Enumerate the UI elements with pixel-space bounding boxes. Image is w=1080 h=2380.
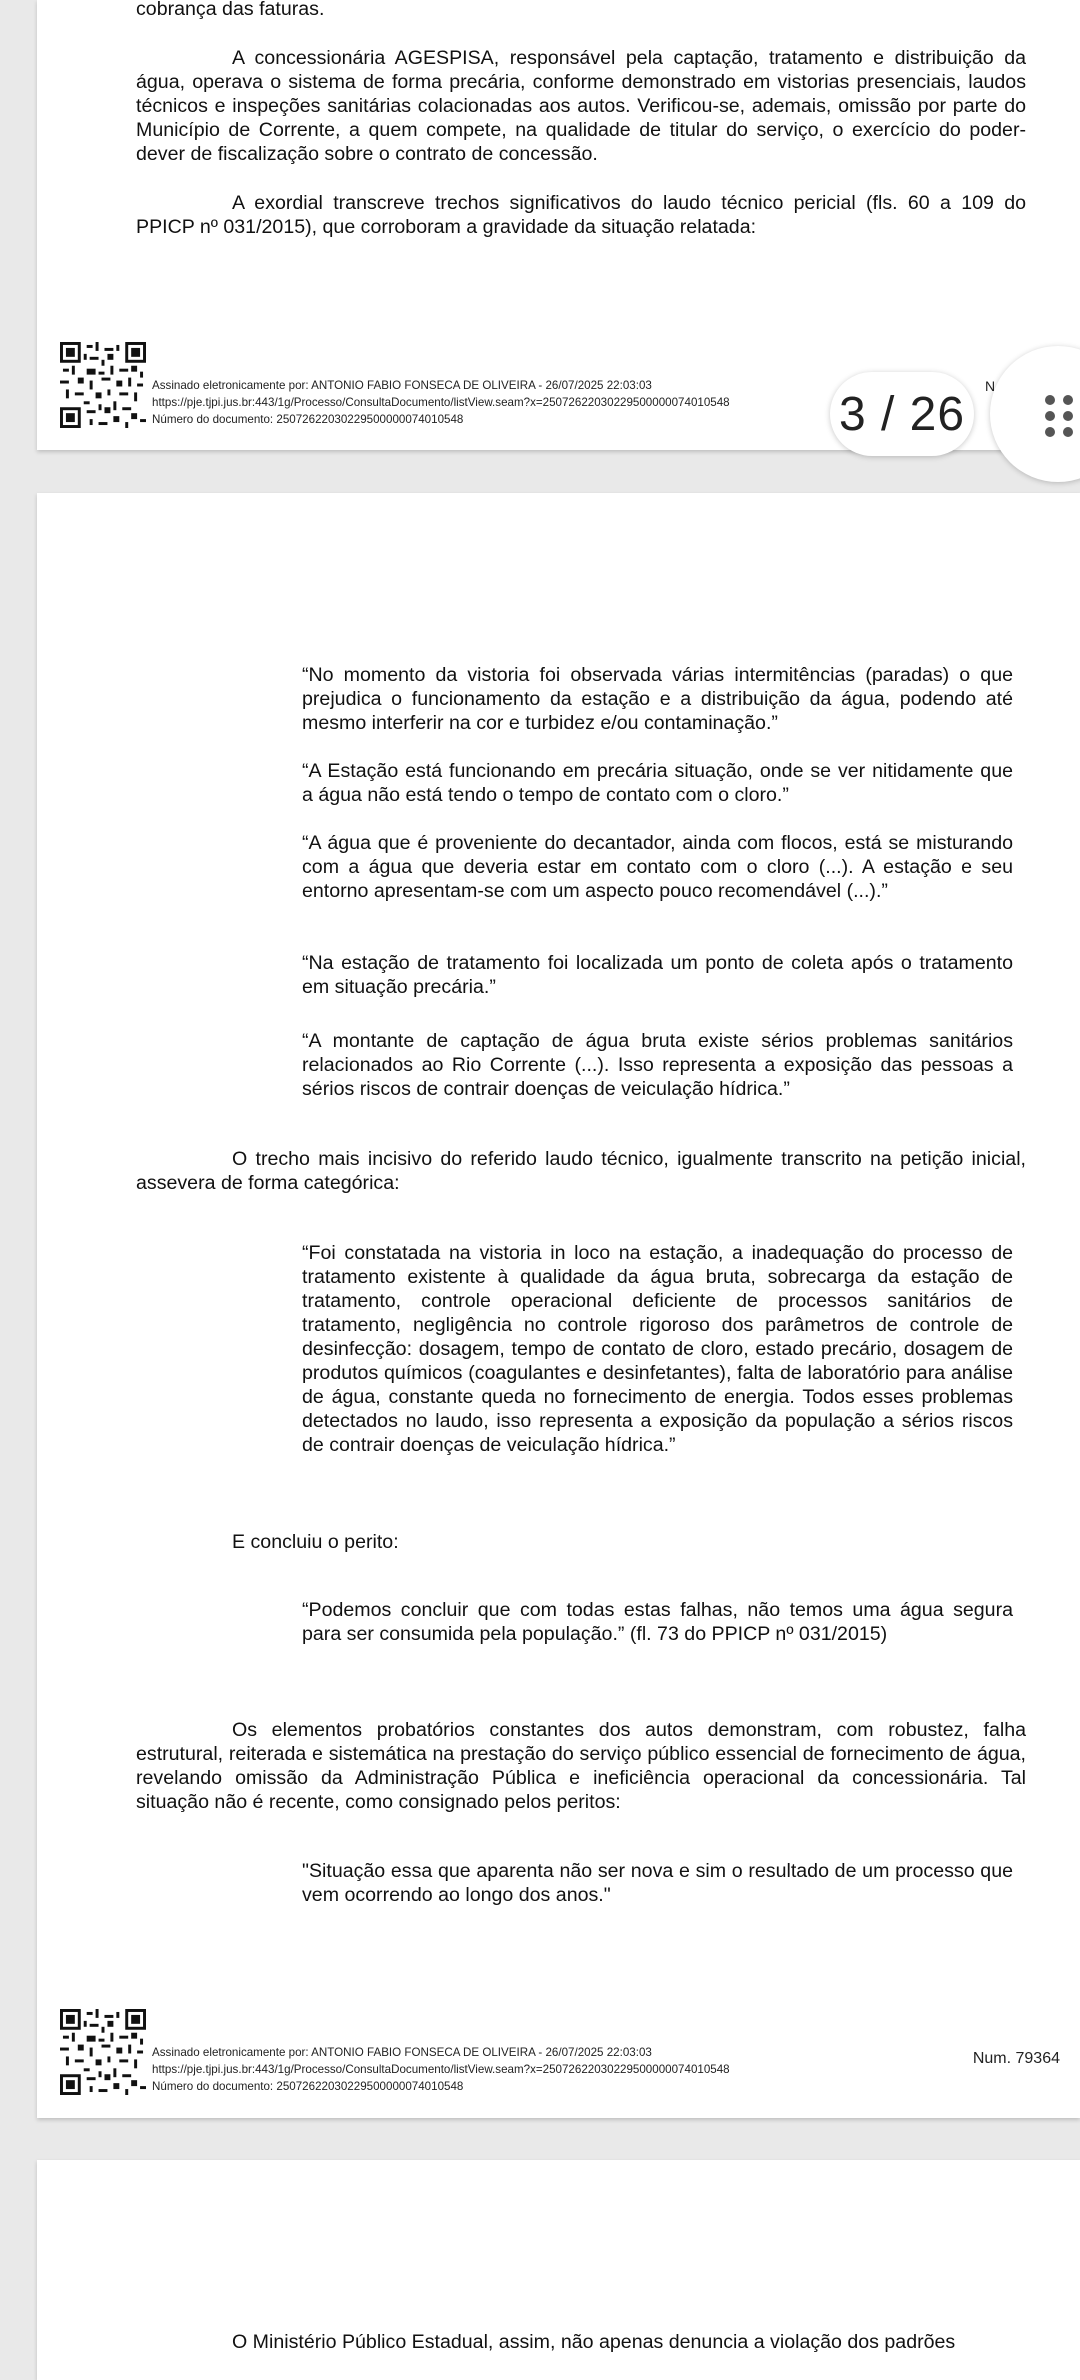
quote-3: “A água que é proveniente do decantador, ainda com flocos, está se misturando com a água que deveria estar em contato com o cloro (...). A estação e seu entorno apresentam-se com um aspecto pouco recomendável (...).” (302, 832, 1013, 902)
qr-code (60, 342, 146, 428)
signature-text (152, 2044, 730, 2095)
quote-1: “No momento da vistoria foi observada várias intermitências (paradas) o que prejudica o funcionamento da estação e a distribuição da água, podendo até mesmo interferir na cor e turbidez e/ou contaminação.” (302, 664, 1013, 734)
paragraph-top: cobrança das faturas. (136, 0, 325, 20)
quote-5: “A montante de captação de água bruta existe sérios problemas sanitários relacionados ao Rio Corrente (...). Isso representa a exposição das pessoas a sérios riscos de contrair doenças de veiculação hídrica.” (302, 1030, 1013, 1100)
paragraph-partial: O Ministério Público Estadual, assim, não apenas denuncia a violação dos padrões (232, 2331, 956, 2353)
signature-doc-number: Número do documento: 25072622030229500000074010548 (152, 413, 464, 426)
signature-num: Num. 79364 (972, 2050, 1060, 2067)
quote-6: “Foi constatada na vistoria in loco na estação, a inadequação do processo de tratamento existente à qualidade da água bruta, sobrecarga da estação de tratamento, controle operacional deficiente de processos sanitários de tratamento, negligência no controle rigoroso dos parâmetros de controle de desinfecção: dosagem, tempo de contato de cloro, estado precário, dosagem de produtos químicos (coagulantes e desinfetantes), falta de laboratório para análise de água, constante queda no fornecimento de energia. Todos esses problemas detectados no laudo, isso representa a exposição da população a sérios riscos de contrair doenças de veiculação hídrica.” (302, 1242, 1013, 1456)
qr-code (60, 2009, 146, 2095)
paragraph-perito: E concluiu o perito: (232, 1531, 399, 1553)
signature-url[interactable]: https://pje.tjpi.jus.br:443/1g/Processo/ConsultaDocumento/listView.seam?x=25072622030229500000074010548 (152, 2063, 730, 2076)
signature-url[interactable]: https://pje.tjpi.jus.br:443/1g/Processo/ConsultaDocumento/listView.seam?x=25072622030229500000074010548 (152, 396, 730, 409)
page-indicator[interactable]: 3 / 26 (830, 372, 974, 456)
signature-signer: Assinado eletronicamente por: ANTONIO FABIO FONSECA DE OLIVEIRA - 26/07/2025 22:03:03 (152, 2046, 652, 2059)
quote-7: “Podemos concluir que com todas estas falhas, não temos uma água segura para ser consumida pela população.” (fl. 73 do PPICP nº 031/2015) (302, 1599, 1013, 1645)
paragraph-trecho: O trecho mais incisivo do referido laudo técnico, igualmente transcrito na petição inicial, assevera de forma categórica: (136, 1148, 1026, 1194)
paragraph-concessionaria: A concessionária AGESPISA, responsável pela captação, tratamento e distribuição da água, operava o sistema de forma precária, conforme demonstrado em vistorias presenciais, laudos técnicos e inspeções sanitárias colacionadas aos autos. Verificou-se, ademais, omissão por parte do Município de Corrente, a quem compete, na qualidade de titular do serviço, o exercício do poder-dever de fiscalização sobre o contrato de concessão. (136, 47, 1026, 165)
signature-signer: Assinado eletronicamente por: ANTONIO FABIO FONSECA DE OLIVEIRA - 26/07/2025 22:03:03 (152, 379, 652, 392)
quote-8: "Situação essa que aparenta não ser nova e sim o resultado de um processo que vem ocorrendo ao longo dos anos." (302, 1860, 1013, 1906)
signature-block (60, 2009, 1060, 2101)
signature-num-fragment: N (985, 378, 996, 394)
quote-2: “A Estação está funcionando em precária situação, onde se ver nitidamente que a água não está tendo o tempo de contato com o cloro.” (302, 760, 1013, 806)
signature-text (152, 377, 730, 428)
paragraph-exordial: A exordial transcreve trechos significativos do laudo técnico pericial (fls. 60 a 109 do PPICP nº 031/2015), que corroboram a gravidade da situação relatada: (136, 192, 1026, 238)
quote-4: “Na estação de tratamento foi localizada um ponto de coleta após o tratamento em situação precária.” (302, 952, 1013, 998)
document-page-3 (37, 493, 1080, 2118)
signature-doc-number: Número do documento: 25072622030229500000074010548 (152, 2080, 464, 2093)
paragraph-elementos: Os elementos probatórios constantes dos autos demonstram, com robustez, falha estrutural, reiterada e sistemática na prestação do serviço público essencial de fornecimento de água, revelando omissão da Administração Pública e ineficiência operacional da concessionária. Tal situação não é recente, como consignado pelos peritos: (136, 1719, 1026, 1813)
document-page-4 (37, 2160, 1080, 2380)
grip-dots-icon (1044, 394, 1074, 438)
